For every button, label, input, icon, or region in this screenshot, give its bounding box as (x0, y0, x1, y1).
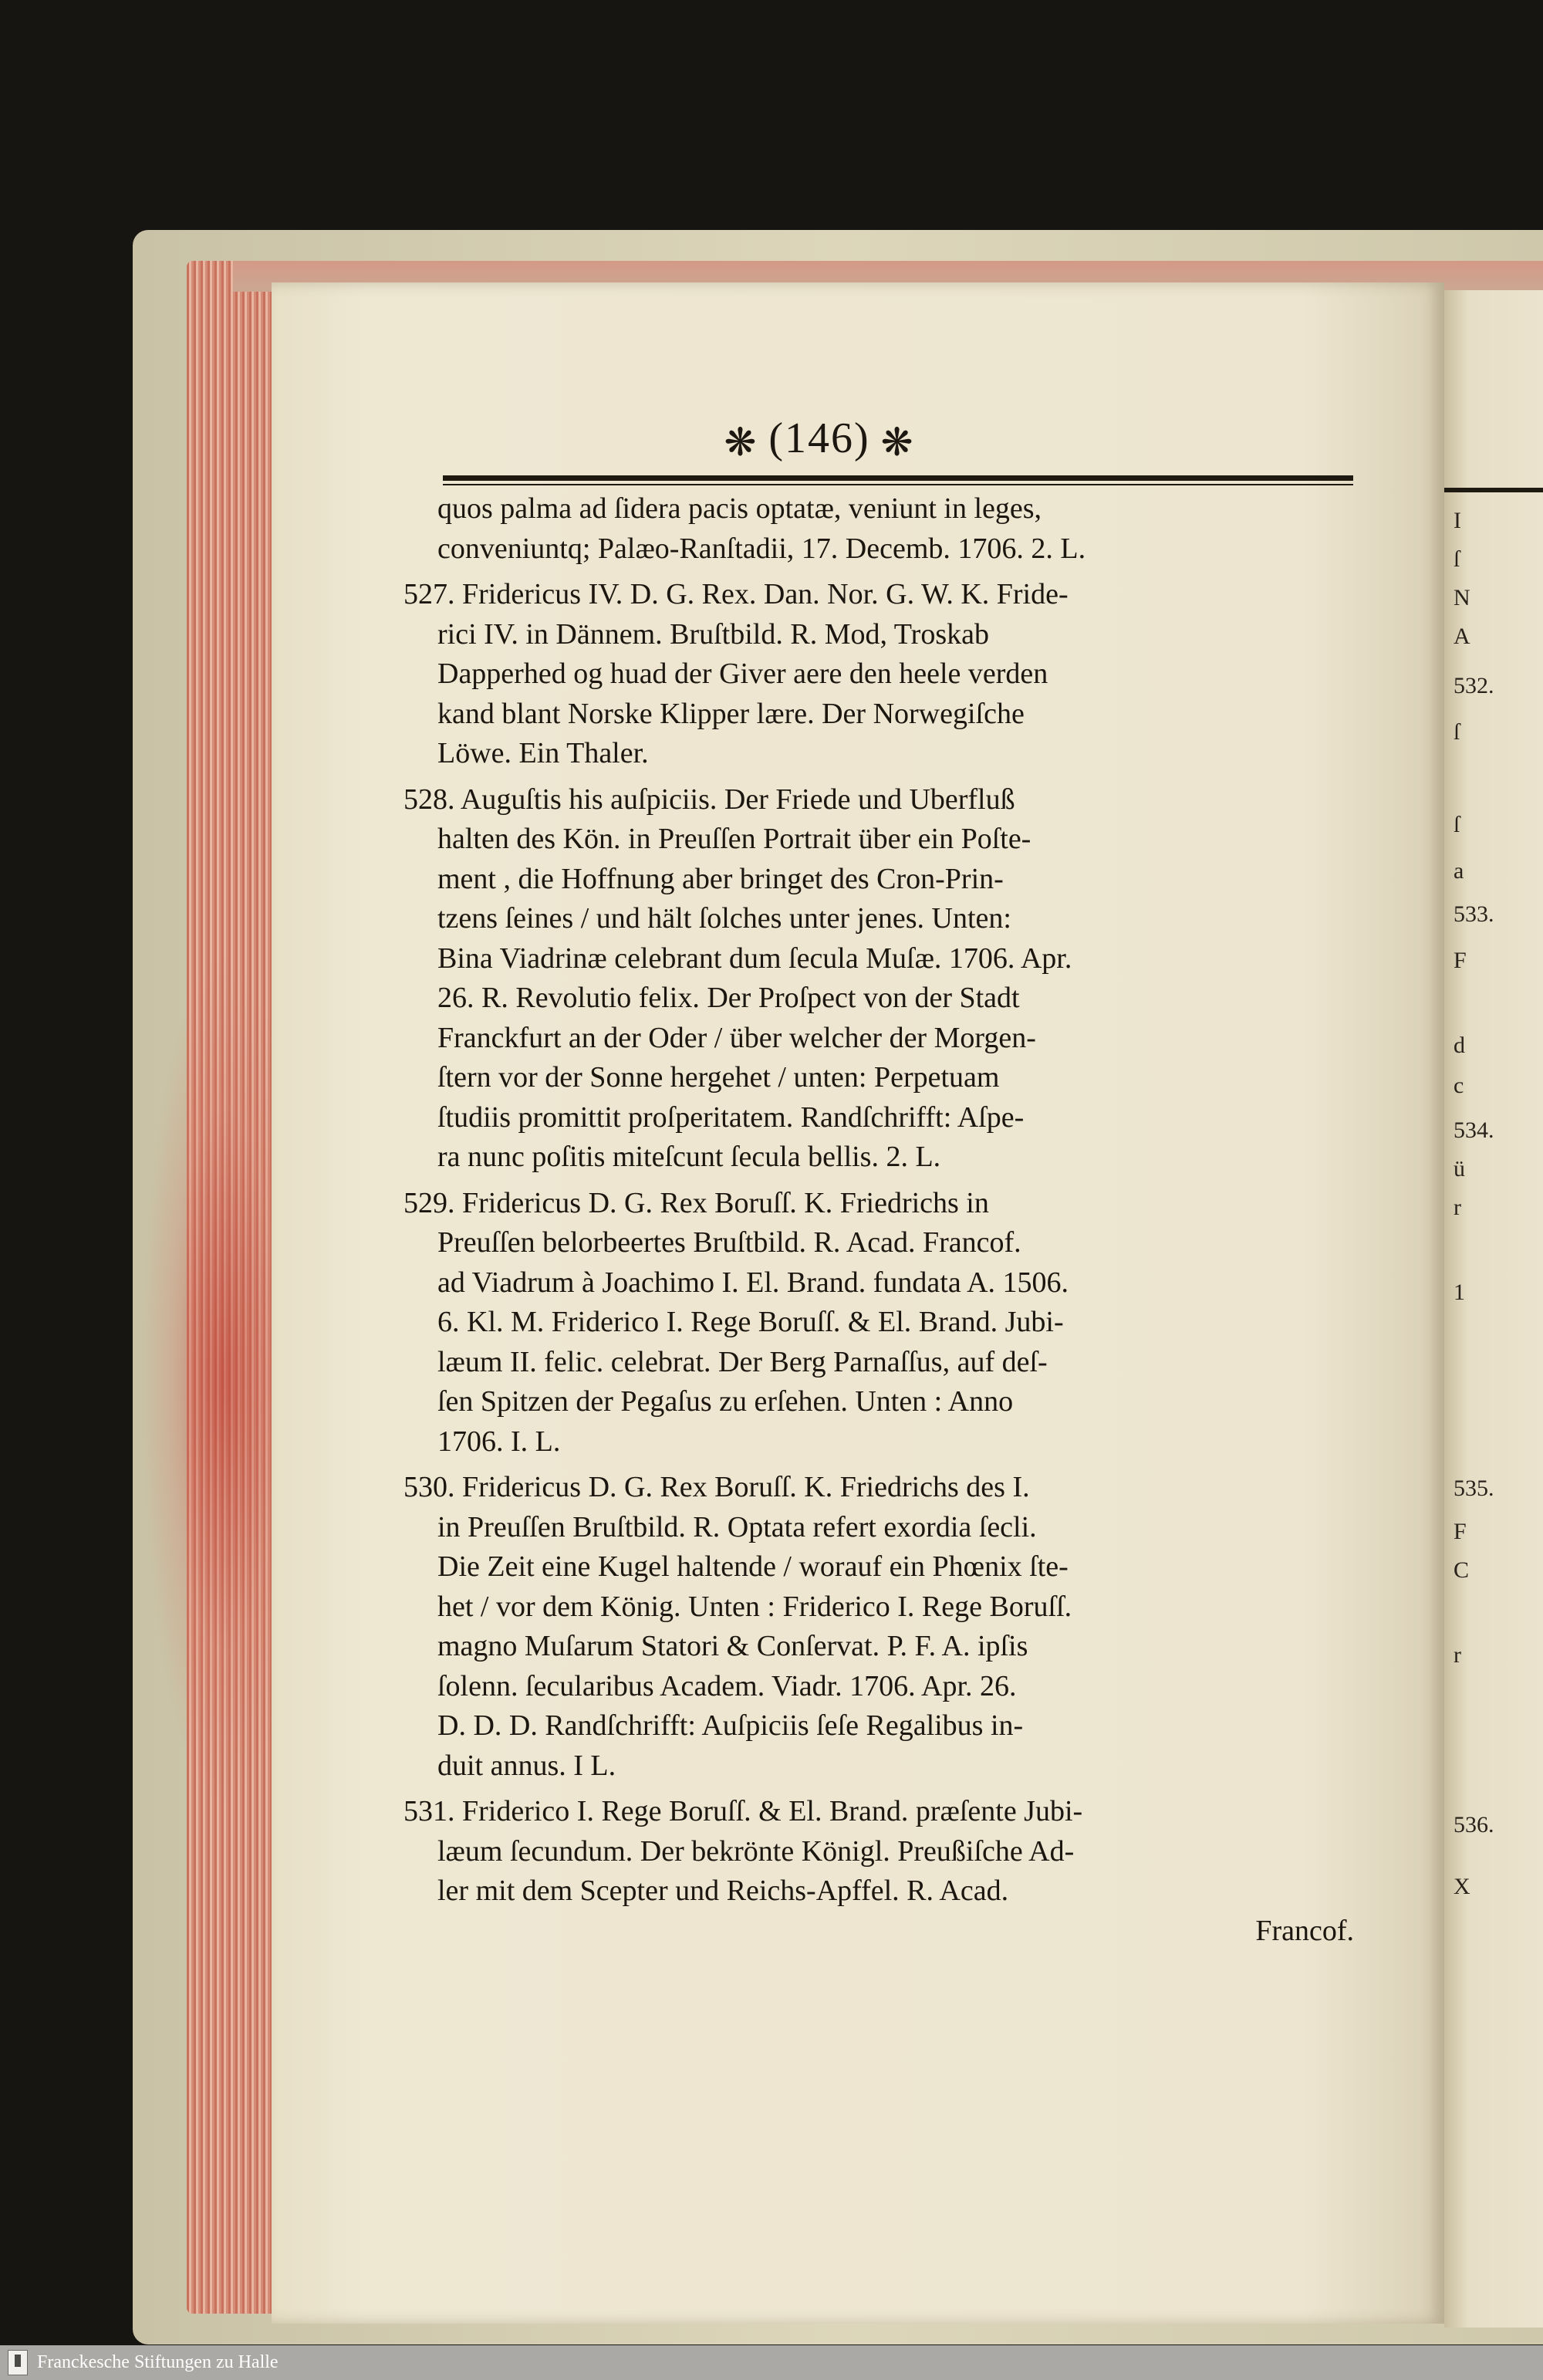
entry-line: Dapperhed og huad der Giver aere den heele verden (437, 658, 1048, 690)
right-text-fragment: r (1454, 1642, 1461, 1668)
right-text-fragment: X (1454, 1874, 1470, 1899)
ornament-left-icon: ❋ (724, 421, 758, 465)
entry-line: læum II. felic. celebrat. Der Berg Parnaſſus, auf deſ- (437, 1345, 1048, 1378)
entry-line: het / vor dem König. Unten : Friderico I. Rege Boruſſ. (437, 1590, 1072, 1623)
right-text-fragment: N (1454, 585, 1470, 610)
right-text-fragment: r (1454, 1195, 1461, 1220)
right-text-fragment: A (1454, 624, 1470, 649)
entry-line: 527. Fridericus IV. D. G. Rex. Dan. Nor. G. W. K. Fride- (403, 578, 1069, 610)
right-text-fragment: I (1454, 508, 1461, 533)
right-entry-number: 535. (1454, 1476, 1494, 1501)
entry-line: Preuſſen belorbeertes Bruſtbild. R. Acad. Francof. (437, 1226, 1021, 1259)
right-text-fragment: c (1454, 1073, 1464, 1098)
right-text-fragment: ſ (1454, 812, 1460, 837)
right-text-fragment: d (1454, 1033, 1465, 1058)
right-entry-number: 532. (1454, 673, 1494, 698)
page-text (403, 489, 1357, 1951)
right-text-fragment: C (1454, 1557, 1470, 1583)
entry-line: ment , die Hoffnung aber bringet des Cron-Prin- (437, 862, 1004, 895)
entry-line: D. D. D. Randſchrifft: Auſpiciis ſeſe Regalibus in- (437, 1709, 1024, 1742)
entry-line: kand blant Norske Klipper lære. Der Norwegiſche (437, 697, 1025, 730)
header-rule (443, 475, 1353, 481)
page-edges (187, 261, 272, 2314)
right-header-rule (1444, 488, 1543, 492)
entry-line: 6. Kl. M. Friderico I. Rege Boruſſ. & El. Brand. Jubi- (437, 1306, 1064, 1338)
page-number: (146) (768, 414, 870, 462)
right-text-fragment: ſ (1454, 546, 1460, 572)
entry-line: 529. Fridericus D. G. Rex Boruſſ. K. Friedrichs in (403, 1186, 989, 1219)
entry-line: ra nunc poſitis miteſcunt ſecula bellis. 2. L. (437, 1141, 941, 1173)
entry-line: Löwe. Ein Thaler. (437, 737, 649, 769)
entry-line: Die Zeit eine Kugel haltende / worauf ein Phœnix ſte- (437, 1550, 1069, 1583)
entry-line: duit annus. I L. (437, 1749, 616, 1782)
right-entry-number: 533. (1454, 901, 1494, 927)
entry-528 (403, 780, 1357, 1178)
right-text-fragment: 1 (1454, 1280, 1465, 1305)
entry-line: 26. R. Revolutio felix. Der Proſpect von der Stadt (437, 982, 1020, 1014)
footer-bar (0, 2345, 1543, 2380)
text-line: quos palma ad ſidera pacis optatæ, veniunt in leges, (437, 492, 1042, 525)
right-text-fragment: ſ (1454, 719, 1460, 745)
entry-line: rici IV. in Dännem. Bruſtbild. R. Mod, Troskab (437, 617, 989, 651)
right-entry-number: 536. (1454, 1812, 1494, 1837)
entry-line: halten des Kön. in Preuſſen Portrait über ein Poſte- (437, 823, 1031, 855)
red-stain (140, 955, 279, 1804)
book (133, 230, 1543, 2345)
right-text-fragment: F (1454, 948, 1467, 973)
footer-credit: Franckesche Stiftungen zu Halle (37, 2352, 279, 2372)
right-text-fragment: ü (1454, 1156, 1465, 1182)
catchword: Francof. (1255, 1914, 1354, 1947)
entry-line: in Preuſſen Bruſtbild. R. Optata refert exordia ſecli. (437, 1510, 1037, 1543)
entry-531 (403, 1792, 1357, 1912)
right-entry-number: 534. (1454, 1117, 1494, 1143)
ornament-right-icon: ❋ (880, 421, 915, 465)
entry-529 (403, 1184, 1357, 1462)
institution-logo-icon (8, 2350, 28, 2375)
entry-line: læum ſecundum. Der bekrönte Königl. Preußiſche Ad- (437, 1834, 1075, 1868)
entry-line: ſtern vor der Sonne hergehet / unten: Perpetuam (437, 1061, 1000, 1094)
entry-line: 530. Fridericus D. G. Rex Boruſſ. K. Friedrichs des I. (403, 1471, 1030, 1503)
entry-line: ſen Spitzen der Pegaſus zu erſehen. Unten : Anno (437, 1385, 1014, 1418)
entry-line: 1706. I. L. (437, 1425, 561, 1458)
right-page-fragment (1444, 290, 1543, 2328)
entry-line: Bina Viadrinæ celebrant dum ſecula Muſæ. 1706. Apr. (437, 942, 1072, 975)
entry-line: ler mit dem Scepter und Reichs-Apffel. R. Acad. (437, 1875, 1009, 1907)
entry-line: Franckfurt an der Oder / über welcher der Morgen- (437, 1021, 1036, 1054)
entry-line: ſtudiis promittit proſperitatem. Randſchrifft: Aſpe- (437, 1100, 1025, 1134)
entry-line: tzens ſeines / und hält ſolches unter jenes. Unten: (437, 902, 1011, 935)
entry-530 (403, 1468, 1357, 1786)
header-rule-thin (443, 484, 1353, 485)
left-page (272, 282, 1444, 2324)
entry-line: ſolenn. ſecularibus Academ. Viadr. 1706. Apr. 26. (437, 1669, 1017, 1702)
page-header (272, 414, 1367, 465)
right-text-fragment: F (1454, 1519, 1467, 1544)
entry-527 (403, 575, 1357, 774)
right-text-fragment: a (1454, 858, 1464, 884)
text-line: conveniuntq; Palæo-Ranſtadii, 17. Decemb. 1706. 2. L. (437, 532, 1086, 565)
entry-line: magno Muſarum Statori & Conſervat. P. F. A. ipſis (437, 1630, 1028, 1662)
entry-line: ad Viadrum à Joachimo I. El. Brand. fundata A. 1506. (437, 1266, 1069, 1299)
entry-line: 531. Friderico I. Rege Boruſſ. & El. Brand. præſente Jubi- (403, 1795, 1083, 1827)
entry-line: 528. Auguſtis his auſpiciis. Der Friede und Uberfluß (403, 783, 1015, 816)
